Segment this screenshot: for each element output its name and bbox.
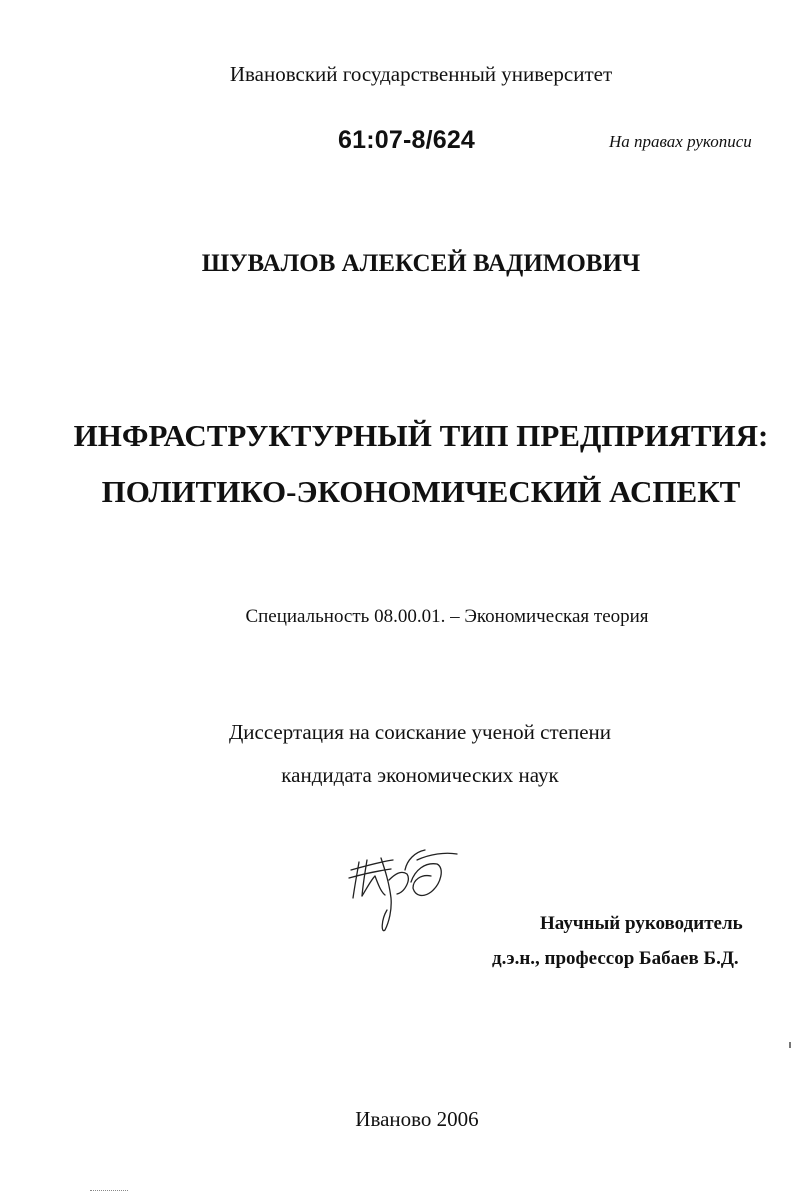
signature <box>345 840 465 935</box>
title-line-2: ПОЛИТИКО-ЭКОНОМИЧЕСКИЙ АСПЕКТ <box>101 474 741 509</box>
rights-note: На правах рукописи <box>609 132 752 151</box>
dissertation-line-1: Диссертация на соискание ученой степени <box>228 720 612 744</box>
place-year: Иваново 2006 <box>355 1107 479 1131</box>
scan-edge-mark <box>789 1042 791 1048</box>
author-name: ШУВАЛОВ АЛЕКСЕЙ ВАДИМОВИЧ <box>201 250 641 277</box>
supervisor-label: Научный руководитель <box>540 913 743 934</box>
title-line-1: ИНФРАСТРУКТУРНЫЙ ТИП ПРЕДПРИЯТИЯ: <box>73 418 769 453</box>
supervisor-name: д.э.н., профессор Бабаев Б.Д. <box>492 948 739 969</box>
dissertation-line-2: кандидата экономических наук <box>281 763 559 787</box>
scan-footer-mark <box>90 1190 128 1193</box>
university-name: Ивановский государственный университет <box>229 62 613 86</box>
specialty: Специальность 08.00.01. – Экономическая теория <box>245 606 649 627</box>
library-code: 61:07-8/624 <box>338 126 476 154</box>
